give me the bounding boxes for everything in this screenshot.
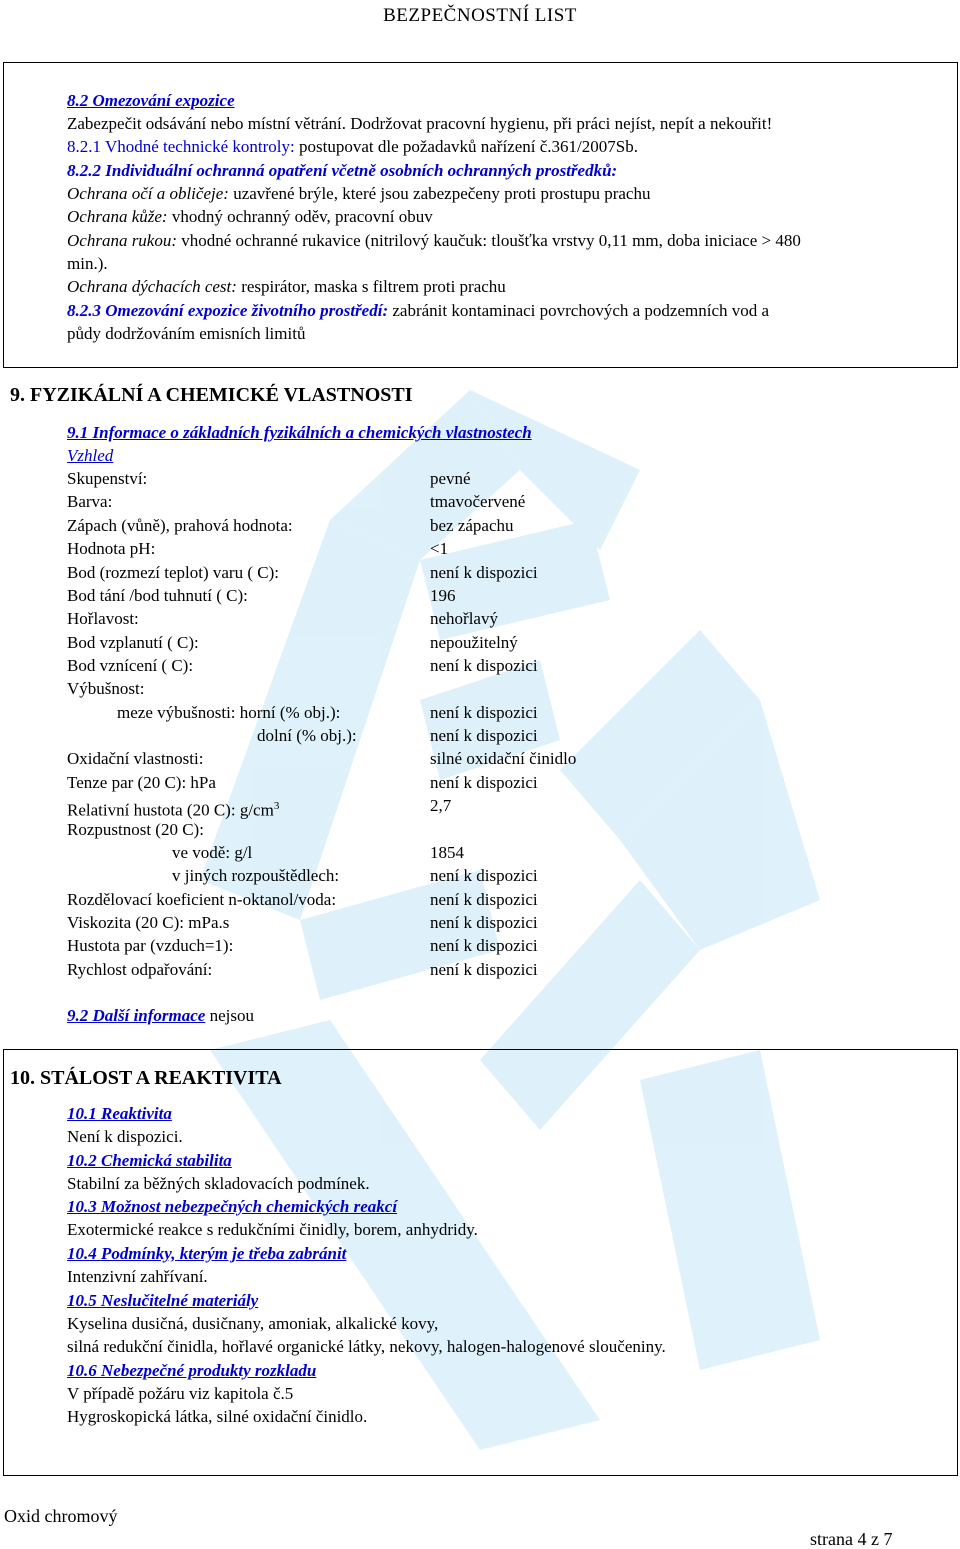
property-value: není k dispozici bbox=[430, 866, 538, 885]
text-8-2-3: zabránit kontaminaci povrchových a podzemních vod a bbox=[388, 301, 770, 320]
heading-10-4: 10.4 Podmínky, kterým je třeba zabránit bbox=[67, 1244, 347, 1263]
line-8-2-1 bbox=[67, 137, 638, 157]
footer-product-name: Oxid chromový bbox=[4, 1506, 118, 1526]
text-10-2: Stabilní za běžných skladovacích podmínek. bbox=[67, 1174, 370, 1193]
property-label bbox=[67, 936, 233, 956]
line-resp bbox=[67, 277, 506, 297]
line-skin bbox=[67, 207, 433, 227]
property-label-text: Tenze par (20 C): hPa bbox=[67, 773, 216, 792]
resp-label: Ochrana dýchacích cest: bbox=[67, 277, 237, 296]
property-label-text: Bod tání /bod tuhnutí ( C): bbox=[67, 586, 248, 605]
text-9-2: nejsou bbox=[205, 1006, 254, 1025]
property-value: bez zápachu bbox=[430, 516, 514, 535]
text-10-3: Exotermické reakce s redukčními činidly, borem, anhydridy. bbox=[67, 1220, 478, 1239]
property-label bbox=[67, 749, 203, 769]
property-value: <1 bbox=[430, 539, 449, 558]
text-10-6b: Hygroskopická látka, silné oxidační činidlo. bbox=[67, 1407, 368, 1426]
heading-vzhled: Vzhled bbox=[67, 446, 114, 465]
property-label-text: Hodnota pH: bbox=[67, 539, 156, 558]
property-value: 1854 bbox=[430, 843, 464, 862]
property-label bbox=[67, 469, 147, 489]
property-label bbox=[67, 656, 193, 676]
property-label bbox=[67, 796, 279, 821]
property-label-text: Rozpustnost (20 C): bbox=[67, 820, 204, 839]
property-value: silné oxidační činidlo bbox=[430, 749, 577, 768]
resp-text: respirátor, maska s filtrem proti prachu bbox=[236, 277, 506, 296]
property-label-text: Hustota par (vzduch=1): bbox=[67, 936, 234, 955]
property-label-text: Zápach (vůně), prahová hodnota: bbox=[67, 516, 293, 535]
property-label-text: Oxidační vlastnosti: bbox=[67, 749, 204, 768]
property-value: tmavočervené bbox=[430, 492, 526, 511]
property-label-text: Viskozita (20 C): mPa.s bbox=[67, 913, 230, 932]
property-label bbox=[67, 960, 212, 980]
property-value: není k dispozici bbox=[430, 890, 538, 909]
property-label bbox=[67, 633, 199, 653]
text-8-2-3-cont: půdy dodržováním emisních limitů bbox=[67, 324, 306, 343]
property-label-text: Skupenství: bbox=[67, 469, 148, 488]
property-label-text: v jiných rozpouštědlech: bbox=[172, 866, 340, 885]
property-label-text: Bod vzplanutí ( C): bbox=[67, 633, 199, 652]
footer-page-number: strana 4 z 7 bbox=[810, 1529, 893, 1549]
line-hands bbox=[67, 231, 801, 251]
heading-10-3: 10.3 Možnost nebezpečných chemických reakcí bbox=[67, 1197, 398, 1216]
skin-text: vhodný ochranný oděv, pracovní obuv bbox=[167, 207, 433, 226]
text-10-6a: V případě požáru viz kapitola č.5 bbox=[67, 1384, 294, 1403]
property-value: není k dispozici bbox=[430, 936, 538, 955]
heading-10-1: 10.1 Reaktivita bbox=[67, 1104, 172, 1123]
property-label bbox=[117, 703, 340, 723]
property-label-text: Hořlavost: bbox=[67, 609, 139, 628]
property-label bbox=[67, 820, 204, 840]
property-label bbox=[67, 773, 216, 793]
property-value: pevné bbox=[430, 469, 471, 488]
property-label bbox=[67, 492, 112, 512]
property-value: není k dispozici bbox=[430, 563, 538, 582]
property-label bbox=[172, 843, 252, 863]
property-label bbox=[67, 563, 279, 583]
heading-8-2-3: 8.2.3 Omezování expozice životního prostředí: bbox=[67, 301, 389, 320]
property-value: není k dispozici bbox=[430, 913, 538, 932]
property-label-text: meze výbušnosti: horní (% obj.): bbox=[117, 703, 341, 722]
property-label bbox=[67, 679, 144, 699]
property-label bbox=[67, 516, 293, 536]
line-eyes bbox=[67, 184, 650, 204]
heading-8-2-2: 8.2.2 Individuální ochranná opatření včetně osobních ochranných prostředků: bbox=[67, 161, 618, 180]
hands-label: Ochrana rukou: bbox=[67, 231, 178, 250]
property-label bbox=[257, 726, 357, 746]
property-value: není k dispozici bbox=[430, 656, 538, 675]
heading-10-5: 10.5 Neslučitelné materiály bbox=[67, 1291, 259, 1310]
heading-10-2: 10.2 Chemická stabilita bbox=[67, 1151, 232, 1170]
section-9-title: 9. FYZIKÁLNÍ A CHEMICKÉ VLASTNOSTI bbox=[10, 384, 413, 406]
heading-8-2: 8.2 Omezování expozice bbox=[67, 91, 235, 110]
property-label-text: ve vodě: g/l bbox=[172, 843, 253, 862]
property-value: 196 bbox=[430, 586, 456, 605]
text-10-5a: Kyselina dusičná, dusičnany, amoniak, alkalické kovy, bbox=[67, 1314, 439, 1333]
property-value: nepoužitelný bbox=[430, 633, 518, 652]
property-label bbox=[172, 866, 339, 886]
property-value: není k dispozici bbox=[430, 703, 538, 722]
property-label bbox=[67, 913, 229, 933]
property-label bbox=[67, 609, 139, 629]
property-label-text: Rozdělovací koeficient n-oktanol/voda: bbox=[67, 890, 337, 909]
section-10-title: 10. STÁLOST A REAKTIVITA bbox=[10, 1067, 282, 1089]
line-9-2 bbox=[67, 1006, 254, 1026]
property-value: není k dispozici bbox=[430, 960, 538, 979]
property-value: nehořlavý bbox=[430, 609, 498, 628]
text-10-4: Intenzivní zahřívaní. bbox=[67, 1267, 208, 1286]
property-label bbox=[67, 539, 155, 559]
property-label bbox=[67, 890, 336, 910]
property-label-text: Bod vznícení ( C): bbox=[67, 656, 194, 675]
hands-text: vhodné ochranné rukavice (nitrilový kaučuk: tloušťka vrstvy 0,11 mm, doba iniciace > 480 bbox=[177, 231, 801, 250]
heading-9-1: 9.1 Informace o základních fyzikálních a chemických vlastnostech bbox=[67, 423, 532, 442]
property-value: není k dispozici bbox=[430, 726, 538, 745]
property-label-text: Bod (rozmezí teplot) varu ( C): bbox=[67, 563, 279, 582]
property-value: 2,7 bbox=[430, 796, 452, 815]
eyes-text: uzavřené brýle, které jsou zabezpečeny proti prostupu prachu bbox=[228, 184, 651, 203]
property-label-superscript: 3 bbox=[273, 800, 280, 812]
heading-8-2-1: 8.2.1 Vhodné technické kontroly: bbox=[67, 137, 295, 156]
eyes-label: Ochrana očí a obličeje: bbox=[67, 184, 229, 203]
property-label-text: Rychlost odpařování: bbox=[67, 960, 213, 979]
text-8-2-1: postupovat dle požadavků nařízení č.361/2007Sb. bbox=[294, 137, 638, 156]
property-value: není k dispozici bbox=[430, 773, 538, 792]
hands-text-cont: min.). bbox=[67, 254, 108, 273]
property-label-text: Relativní hustota (20 C): g/cm bbox=[67, 800, 274, 820]
text-10-1: Není k dispozici. bbox=[67, 1127, 183, 1146]
text-8-2: Zabezpečit odsávání nebo místní větrání. Dodržovat pracovní hygienu, při práci nejíst, nepít a nekouřit! bbox=[67, 114, 773, 133]
property-label bbox=[67, 586, 248, 606]
skin-label: Ochrana kůže: bbox=[67, 207, 168, 226]
line-8-2-3 bbox=[67, 301, 769, 321]
page-header-title: BEZPEČNOSTNÍ LIST bbox=[383, 5, 577, 26]
property-label-text: Barva: bbox=[67, 492, 113, 511]
property-label-text: Výbušnost: bbox=[67, 679, 145, 698]
text-10-5b: silná redukční činidla, hořlavé organické látky, nekovy, halogen-halogenové sloučeniny. bbox=[67, 1337, 666, 1356]
property-label-text: dolní (% obj.): bbox=[257, 726, 357, 745]
heading-9-2: 9.2 Další informace bbox=[67, 1006, 206, 1025]
heading-10-6: 10.6 Nebezpečné produkty rozkladu bbox=[67, 1361, 317, 1380]
